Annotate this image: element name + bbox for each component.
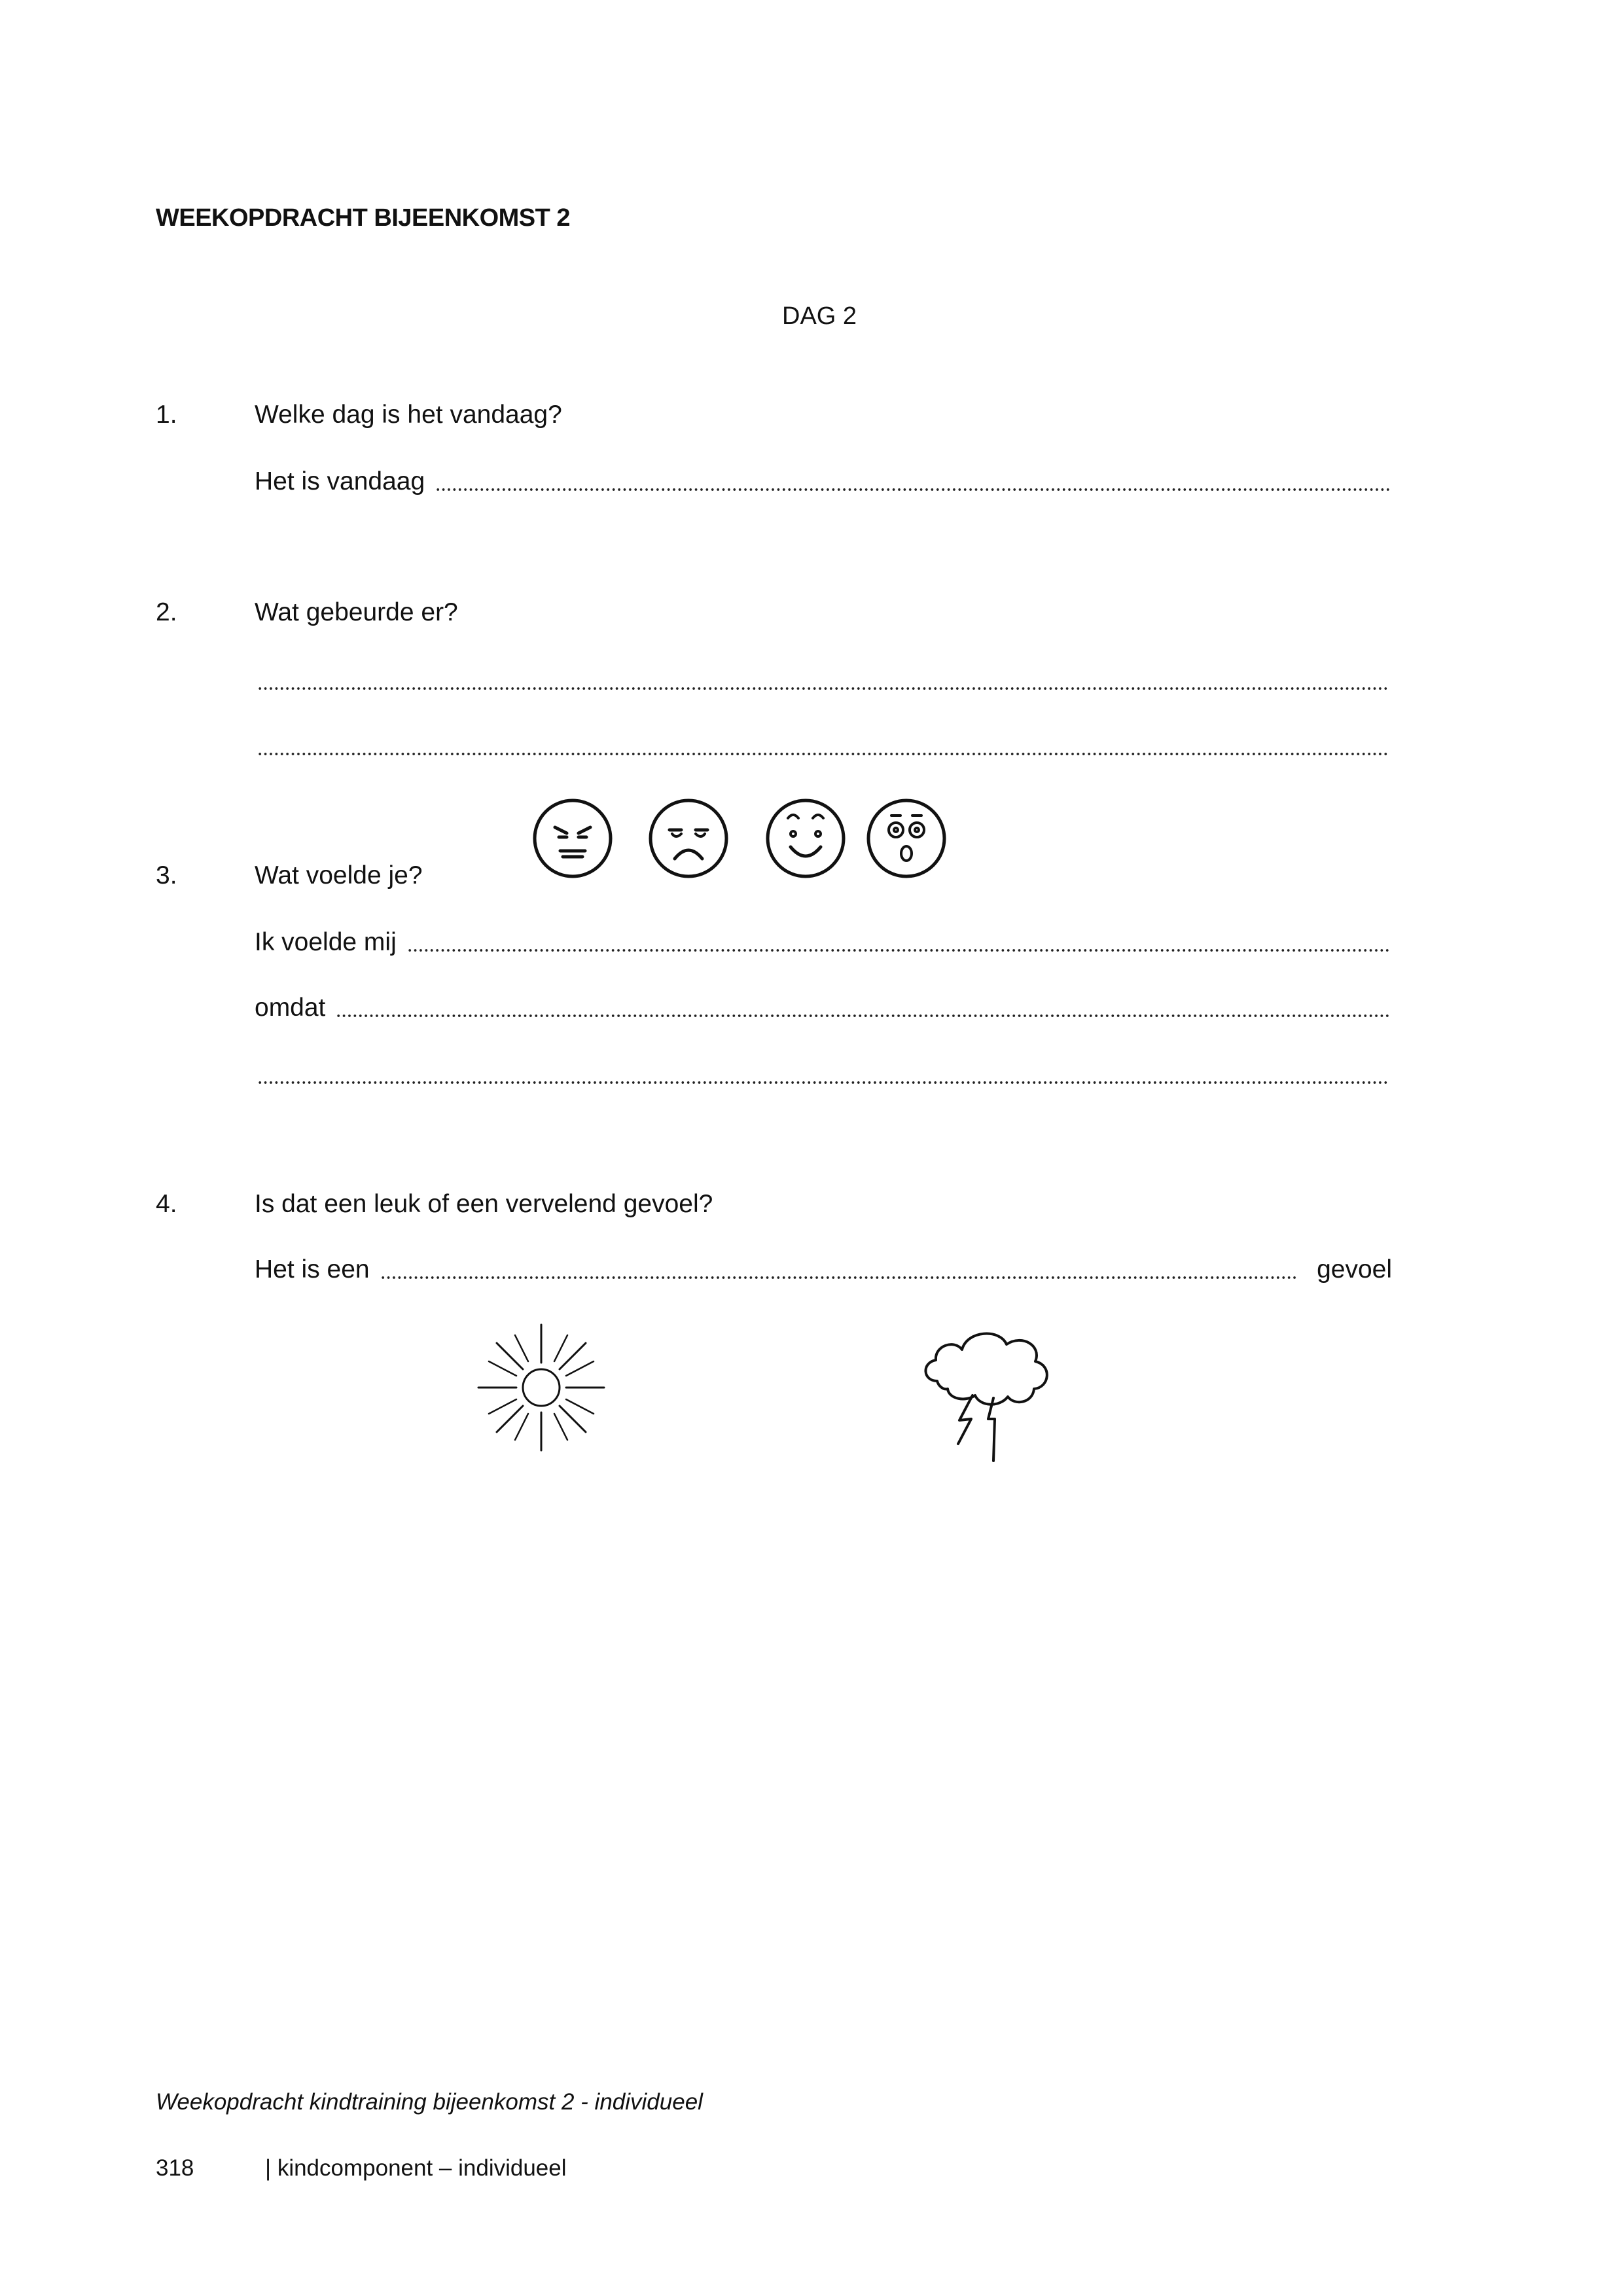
- question-2-answer-line-1[interactable]: [257, 666, 1389, 695]
- question-1-text: Welke dag is het vandaag?: [255, 401, 562, 429]
- question-3-answer-line-3[interactable]: [257, 1060, 1389, 1089]
- question-4-number: 4.: [156, 1190, 177, 1218]
- sun-icon: [476, 1322, 607, 1453]
- question-4-answer-line[interactable]: [255, 1255, 1392, 1284]
- question-1-number: 1.: [156, 401, 177, 429]
- answer-line-prefix: Het is vandaag: [255, 467, 425, 495]
- question-3-answer-line-1[interactable]: [255, 928, 1389, 957]
- question-1-answer-line[interactable]: [255, 467, 1389, 496]
- answer-line-prefix: Het is een: [255, 1255, 370, 1283]
- dotted-line: [257, 1080, 1389, 1085]
- section-label: | kindcomponent – individueel: [265, 2155, 567, 2181]
- worksheet-title: WEEKOPDRACHT BIJEENKOMST 2: [156, 204, 571, 232]
- dotted-line: [336, 1013, 1389, 1018]
- footer-caption: Weekopdracht kindtraining bijeenkomst 2 - individueel: [156, 2089, 703, 2115]
- angry-face-icon: [530, 796, 615, 881]
- dotted-line: [257, 686, 1389, 691]
- question-3-number: 3.: [156, 861, 177, 889]
- dotted-line: [380, 1275, 1298, 1280]
- answer-line-prefix: Ik voelde mij: [255, 928, 397, 956]
- happy-face-icon: [763, 796, 848, 881]
- question-2-answer-line-2[interactable]: [257, 732, 1389, 761]
- answer-line-suffix: gevoel: [1317, 1255, 1392, 1283]
- question-3-answer-line-2[interactable]: [255, 994, 1389, 1022]
- scared-face-icon: [864, 796, 949, 881]
- dotted-line: [407, 948, 1389, 953]
- question-2-text: Wat gebeurde er?: [255, 598, 458, 626]
- dotted-line: [257, 751, 1389, 757]
- dotted-line: [435, 487, 1389, 492]
- question-2-number: 2.: [156, 598, 177, 626]
- question-4-text: Is dat een leuk of een vervelend gevoel?: [255, 1190, 713, 1218]
- day-heading: DAG 2: [782, 302, 857, 330]
- storm-cloud-icon: [918, 1322, 1061, 1466]
- page-number: 318: [156, 2155, 194, 2181]
- question-3-text: Wat voelde je?: [255, 861, 423, 889]
- answer-line-prefix: omdat: [255, 994, 326, 1022]
- sad-face-icon: [646, 796, 731, 881]
